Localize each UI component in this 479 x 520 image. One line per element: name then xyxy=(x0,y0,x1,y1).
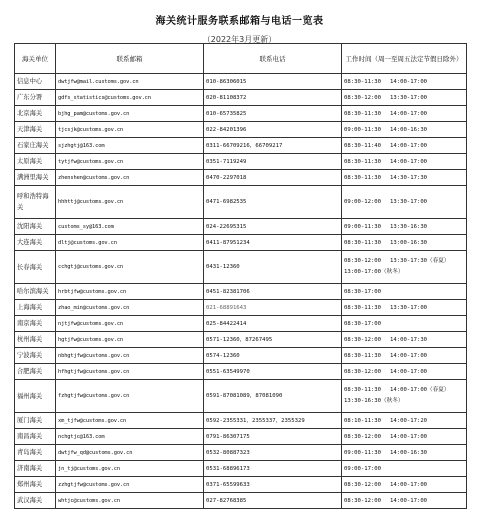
unit-cell: 武汉海关 xyxy=(15,493,56,509)
table-row xyxy=(15,461,467,477)
unit-cell: 南京海关 xyxy=(15,316,56,332)
email-cell[interactable]: jn_tj@customs.gov.cn xyxy=(56,461,204,477)
phone-cell: 025-84422414 xyxy=(204,316,342,332)
unit-cell: 济南海关 xyxy=(15,461,56,477)
unit-cell: 沈阳海关 xyxy=(15,219,56,235)
phone-cell: 0592-2355331，2355337，2355329 xyxy=(204,413,342,429)
table-row xyxy=(15,122,467,138)
phone-cell: 0574-12360 xyxy=(204,348,342,364)
table-row xyxy=(15,316,467,332)
hours-cell: 08:30-11:30 14:00-17:00 xyxy=(342,348,467,364)
hours-cell: 08:30-12:00 14:00-17:30 xyxy=(342,332,467,348)
unit-cell: 哈尔滨海关 xyxy=(15,284,56,300)
email-cell[interactable]: zhao_min@customs.gov.cn xyxy=(56,300,204,316)
unit-cell: 太原海关 xyxy=(15,154,56,170)
phone-cell: 0551-63549970 xyxy=(204,364,342,380)
hours-cell: 08:30-11:30 14:30-17:30 xyxy=(342,170,467,186)
table-row xyxy=(15,251,467,284)
unit-cell: 广东分署 xyxy=(15,90,56,106)
phone-cell: 0371-65599633 xyxy=(204,477,342,493)
phone-cell: 022-84201396 xyxy=(204,122,342,138)
hours-cell: 08:30-11:30 13:30-17:00 xyxy=(342,300,467,316)
hours-cell: 08:30-11:30 14:00-17:00 xyxy=(342,74,467,90)
unit-cell: 呼和浩特海关 xyxy=(15,186,56,219)
email-cell[interactable]: hhhttj@customs.gov.cn xyxy=(56,186,204,219)
table-row xyxy=(15,477,467,493)
table-row xyxy=(15,348,467,364)
unit-cell: 南昌海关 xyxy=(15,429,56,445)
hours-cell: 08:30-12:00 13:30-17:00 xyxy=(342,90,467,106)
hours-cell: 09:00-11:30 13:30-16:30 xyxy=(342,219,467,235)
hours-cell: 08:10-11:30 14:00-17:20 xyxy=(342,413,467,429)
email-cell[interactable]: sjzhgtj@163.com xyxy=(56,138,204,154)
unit-cell: 石家庄海关 xyxy=(15,138,56,154)
unit-cell: 青岛海关 xyxy=(15,445,56,461)
hours-cell: 09:00-12:00 13:30-17:00 xyxy=(342,186,467,219)
table-row xyxy=(15,154,467,170)
hours-cell: 09:00-11:30 14:00-16:30 xyxy=(342,445,467,461)
table-row xyxy=(15,413,467,429)
table-row xyxy=(15,284,467,300)
phone-cell: 0471-6982535 xyxy=(204,186,342,219)
column-header-unit: 海关单位 xyxy=(15,44,56,74)
unit-cell: 福州海关 xyxy=(15,380,56,413)
unit-cell: 宁波海关 xyxy=(15,348,56,364)
unit-cell: 长春海关 xyxy=(15,251,56,284)
email-cell[interactable]: dwtjfw@mail.customs.gov.cn xyxy=(56,74,204,90)
unit-cell: 北京海关 xyxy=(15,106,56,122)
table-row xyxy=(15,493,467,509)
hours-cell: 08:30-11:30 14:00-17:00（春夏）13:30-16:30（秋冬） xyxy=(342,380,467,413)
hours-cell: 08:30-12:00 13:30-17:30（春夏）13:00-17:00（秋冬） xyxy=(342,251,467,284)
column-header-email: 联系邮箱 xyxy=(56,44,204,74)
unit-cell: 杭州海关 xyxy=(15,332,56,348)
contact-table xyxy=(14,43,467,509)
table-row xyxy=(15,300,467,316)
page-subtitle: （2022年3月更新） xyxy=(202,35,277,44)
email-cell[interactable]: bjhg_pam@customs.gov.cn xyxy=(56,106,204,122)
table-row xyxy=(15,445,467,461)
phone-cell: 0351-7119249 xyxy=(204,154,342,170)
table-row xyxy=(15,74,467,90)
hours-cell: 08:30-17:00 xyxy=(342,316,467,332)
phone-cell: 0451-82381706 xyxy=(204,284,342,300)
unit-cell: 郑州海关 xyxy=(15,477,56,493)
hours-cell: 08:30-11:30 14:00-17:00 xyxy=(342,106,467,122)
hours-cell: 09:00-11:30 14:00-16:30 xyxy=(342,122,467,138)
unit-cell: 信息中心 xyxy=(15,74,56,90)
hours-cell: 08:30-11:30 13:00-16:30 xyxy=(342,235,467,251)
email-cell[interactable]: fzhgtjfw@customs.gov.cn xyxy=(56,380,204,413)
email-cell[interactable]: zhenshen@customs.gov.cn xyxy=(56,170,204,186)
email-cell[interactable]: dltj@customs.gov.cn xyxy=(56,235,204,251)
phone-cell: 010-65735825 xyxy=(204,106,342,122)
hours-cell: 08:30-17:00 xyxy=(342,284,467,300)
phone-cell: 0411-87951234 xyxy=(204,235,342,251)
table-row xyxy=(15,186,467,219)
hours-cell: 08:30-12:00 14:00-17:00 xyxy=(342,429,467,445)
table-row xyxy=(15,106,467,122)
email-cell[interactable]: hrbtjfw@customs.gov.cn xyxy=(56,284,204,300)
table-row xyxy=(15,170,467,186)
table-header-row xyxy=(15,44,467,74)
table-row xyxy=(15,429,467,445)
email-cell[interactable]: hgtjfw@customs.gov.cn xyxy=(56,332,204,348)
hours-cell: 09:00-17:00 xyxy=(342,461,467,477)
phone-cell: 020-81108372 xyxy=(204,90,342,106)
unit-cell: 天津海关 xyxy=(15,122,56,138)
email-cell[interactable]: nbhgtjfw@customs.gov.cn xyxy=(56,348,204,364)
table-row xyxy=(15,138,467,154)
email-cell[interactable]: dwtjfw_qd@customs.gov.cn xyxy=(56,445,204,461)
email-cell[interactable]: hfhgtjfw@customs.gov.cn xyxy=(56,364,204,380)
phone-cell: 0431-12360 xyxy=(204,251,342,284)
email-cell[interactable]: whtjc@customs.gov.cn xyxy=(56,493,204,509)
phone-cell: 0571-12360，87267495 xyxy=(204,332,342,348)
phone-cell: 0531-68896173 xyxy=(204,461,342,477)
table-row xyxy=(15,219,467,235)
table-row xyxy=(15,380,467,413)
phone-cell: 027-82768385 xyxy=(204,493,342,509)
email-cell[interactable]: nchgtjc@163.com xyxy=(56,429,204,445)
email-cell[interactable]: gdfs_statistics@customs.gov.cn xyxy=(56,90,204,106)
email-cell[interactable]: customs_sy@163.com xyxy=(56,219,204,235)
phone-cell: 0311-66709216，66709217 xyxy=(204,138,342,154)
hours-cell: 08:30-12:00 14:00-17:00 xyxy=(342,493,467,509)
table-row xyxy=(15,364,467,380)
hours-cell: 08:30-11:30 14:00-17:00 xyxy=(342,154,467,170)
table-row xyxy=(15,90,467,106)
table-row xyxy=(15,235,467,251)
phone-cell: 0591-87081089，87081090 xyxy=(204,380,342,413)
unit-cell: 厦门海关 xyxy=(15,413,56,429)
email-cell[interactable]: tytjfw@customs.gov.cn xyxy=(56,154,204,170)
email-cell[interactable]: tjcsjk@customs.gov.cn xyxy=(56,122,204,138)
phone-cell: 0532-80887323 xyxy=(204,445,342,461)
phone-cell: 0791-86307175 xyxy=(204,429,342,445)
hours-cell: 08:30-11:40 14:00-17:00 xyxy=(342,138,467,154)
email-cell[interactable]: njtjfw@customs.gov.cn xyxy=(56,316,204,332)
page-title: 海关统计服务联系邮箱与电话一览表 xyxy=(155,16,324,27)
unit-cell: 上海海关 xyxy=(15,300,56,316)
table-row xyxy=(15,332,467,348)
phone-cell: 0470-2297018 xyxy=(204,170,342,186)
unit-cell: 满洲里海关 xyxy=(15,170,56,186)
phone-cell: 010-86306015 xyxy=(204,74,342,90)
email-cell[interactable]: xm_tjfw@customs.gov.cn xyxy=(56,413,204,429)
column-header-phone: 联系电话 xyxy=(204,44,342,74)
phone-cell: 021-68891643 xyxy=(204,300,342,316)
hours-cell: 08:30-12:00 14:00-17:00 xyxy=(342,364,467,380)
email-cell[interactable]: zzhgtjfw@customs.gov.cn xyxy=(56,477,204,493)
email-cell[interactable]: cchgtj@customs.gov.cn xyxy=(56,251,204,284)
phone-cell: 024-22695315 xyxy=(204,219,342,235)
unit-cell: 合肥海关 xyxy=(15,364,56,380)
column-header-hours: 工作时间（周一至周五法定节假日除外） xyxy=(342,44,467,74)
unit-cell: 大连海关 xyxy=(15,235,56,251)
hours-cell: 08:30-12:00 14:00-17:00 xyxy=(342,477,467,493)
